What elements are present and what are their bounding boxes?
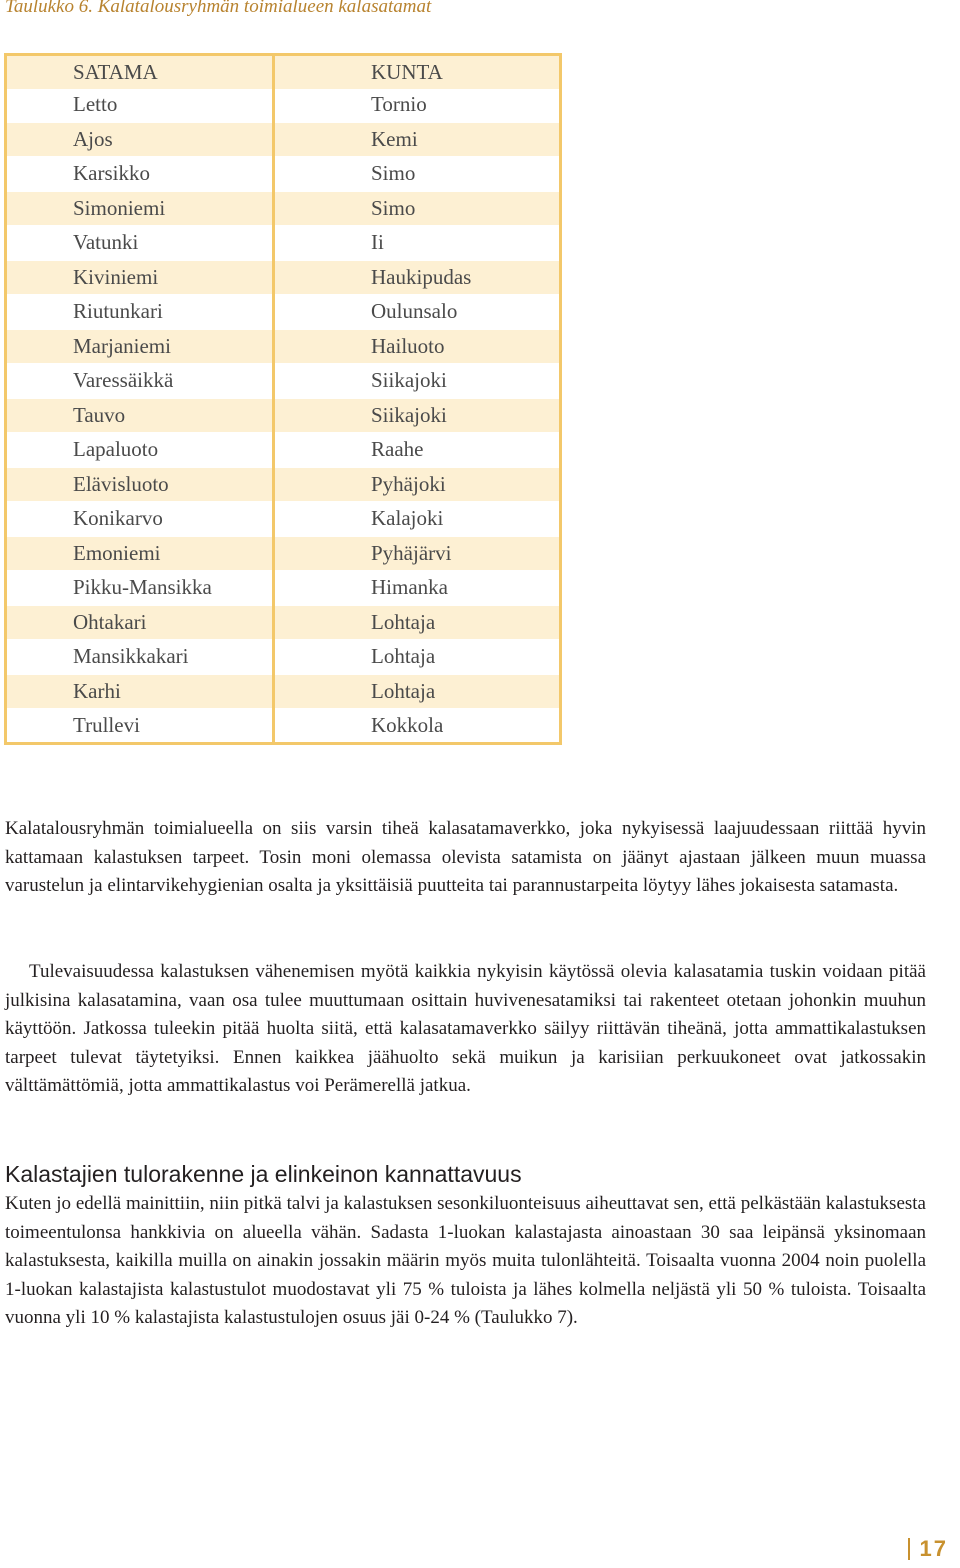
cell-satama: Letto [73, 92, 118, 117]
cell-kunta: Siikajoki [274, 398, 561, 433]
column-header-kunta: KUNTA [274, 55, 561, 89]
cell-kunta: Haukipudas [274, 260, 561, 295]
table-row [6, 226, 561, 261]
cell-satama: Emoniemi [6, 536, 274, 571]
table-row [6, 709, 561, 744]
table-row [6, 122, 561, 157]
cell-kunta: Pyhäjoki [274, 467, 561, 502]
cell-satama: Ohtakari [6, 605, 274, 640]
cell-satama: Mansikkakari [6, 640, 274, 675]
paragraph-future-harbors: Tulevaisuudessa kalastuksen vähenemisen myötä kaikkia nykyisin käytössä olevia kalasatamia tuskin voidaan pitää julkisina kalasatamina, vaan osa tulee muuttumaan osittain huvivenesatamiksi tai rakenteet otetaan johonkin muuhun käyttöön. Jatkossa tuleekin pitää huolta siitä, että kalasatamaverkko säilyy riittävän tiheänä, jotta ammattikalastuksen tarpeet tulevat täytetyiksi. Ennen kaikkea jäähuolto sekä muikun ja karisiian perkuukoneet ovat jatkossakin välttämättömiä, jotta ammattikalastus voi Perämerellä jatkua. [5, 961, 926, 1097]
cell-satama: Marjaniemi [6, 329, 274, 364]
cell-kunta: Raahe [274, 433, 561, 468]
cell-satama: Karhi [6, 674, 274, 709]
table-row [6, 329, 561, 364]
table-row [6, 364, 561, 399]
cell-satama: Elävisluoto [6, 467, 274, 502]
column-header-satama: SATAMA [6, 55, 274, 89]
cell-satama: Simoniemi [6, 191, 274, 226]
cell-kunta: Lohtaja [274, 674, 561, 709]
table-row [6, 433, 561, 468]
cell-kunta: Kemi [274, 122, 561, 157]
table-row [6, 398, 561, 433]
cell-satama: Karsikko [6, 157, 274, 192]
cell-satama: Vatunki [6, 226, 274, 261]
cell-satama: Varessäikkä [6, 364, 274, 399]
cell-kunta: Oulunsalo [274, 295, 561, 330]
cell-satama: Pikku-Mansikka [6, 571, 274, 606]
table-row [6, 536, 561, 571]
table-row [6, 502, 561, 537]
cell-satama: Ajos [6, 122, 274, 157]
cell-satama: Tauvo [6, 398, 274, 433]
table-row [6, 260, 561, 295]
cell-kunta: Siikajoki [274, 364, 561, 399]
cell-satama: Lapaluoto [6, 433, 274, 468]
table-row [6, 571, 561, 606]
table-row [6, 295, 561, 330]
cell-kunta: Lohtaja [274, 605, 561, 640]
cell-kunta: Lohtaja [274, 640, 561, 675]
cell-kunta: Kalajoki [274, 502, 561, 537]
table-header-row [6, 55, 561, 89]
page-number: 17 [908, 1538, 948, 1560]
cell-kunta: Ii [274, 226, 561, 261]
table-row [6, 640, 561, 675]
cell-kunta: Simo [274, 191, 561, 226]
cell-satama: Konikarvo [6, 502, 274, 537]
harbor-table [4, 53, 562, 745]
cell-kunta: Pyhäjärvi [274, 536, 561, 571]
paragraph-harbor-network: Kalatalousryhmän toimialueella on siis varsin tiheä kalasatamaverkko, joka nykyisessä laajuudessaan riittää hyvin kattamaan kalastuksen tarpeet. Tosin moni olemassa olevista satamista on jäänyt ajastaan jälkeen muun muassa varustelun ja elintarvikehygienian osalta ja yksittäisiä puutteita tai parannustarpeita löytyy lähes jokaisesta satamasta. [5, 818, 926, 897]
table-row [6, 157, 561, 192]
table-row [6, 191, 561, 226]
table-row [6, 467, 561, 502]
cell-kunta: Simo [274, 157, 561, 192]
cell-kunta: Himanka [274, 571, 561, 606]
cell-satama: Trullevi [6, 709, 274, 744]
table-body [6, 89, 561, 744]
cell-satama: Kiviniemi [6, 260, 274, 295]
paragraph-income-structure: Kuten jo edellä mainittiin, niin pitkä talvi ja kalastuksen sesonkiluonteisuus aiheuttavat sen, että pelkästään kalastuksesta toimeentulonsa hankkivia on alueella vähän. Sadasta 1-luokan kalastajasta ainoastaan 30 saa leipänsä yksinomaan kalastuksesta, kaikilla muilla on ainakin jossakin määrin myös muita tulonlähteitä. Toisaalta vuonna 2004 noin puolella 1-luokan kalastajista kalastustulot muodostavat yli 75 % tuloista ja lähes kolmella neljästä yli 50 % tuloista. Toisaalta vuonna yli 10 % kalastajista kalastustulojen osuus jäi 0-24 % (Taulukko 7). [5, 1193, 926, 1329]
table-row [6, 674, 561, 709]
cell-kunta: Tornio [274, 89, 561, 123]
section-heading: Kalastajien tulorakenne ja elinkeinon kannattavuus [5, 1161, 522, 1187]
table-caption: Taulukko 6. Kalatalousryhmän toimialueen kalasatamat [5, 0, 432, 17]
table-row [6, 605, 561, 640]
cell-satama: Riutunkari [6, 295, 274, 330]
cell-kunta: Hailuoto [274, 329, 561, 364]
cell-kunta: Kokkola [274, 709, 561, 744]
table-row [6, 89, 561, 123]
